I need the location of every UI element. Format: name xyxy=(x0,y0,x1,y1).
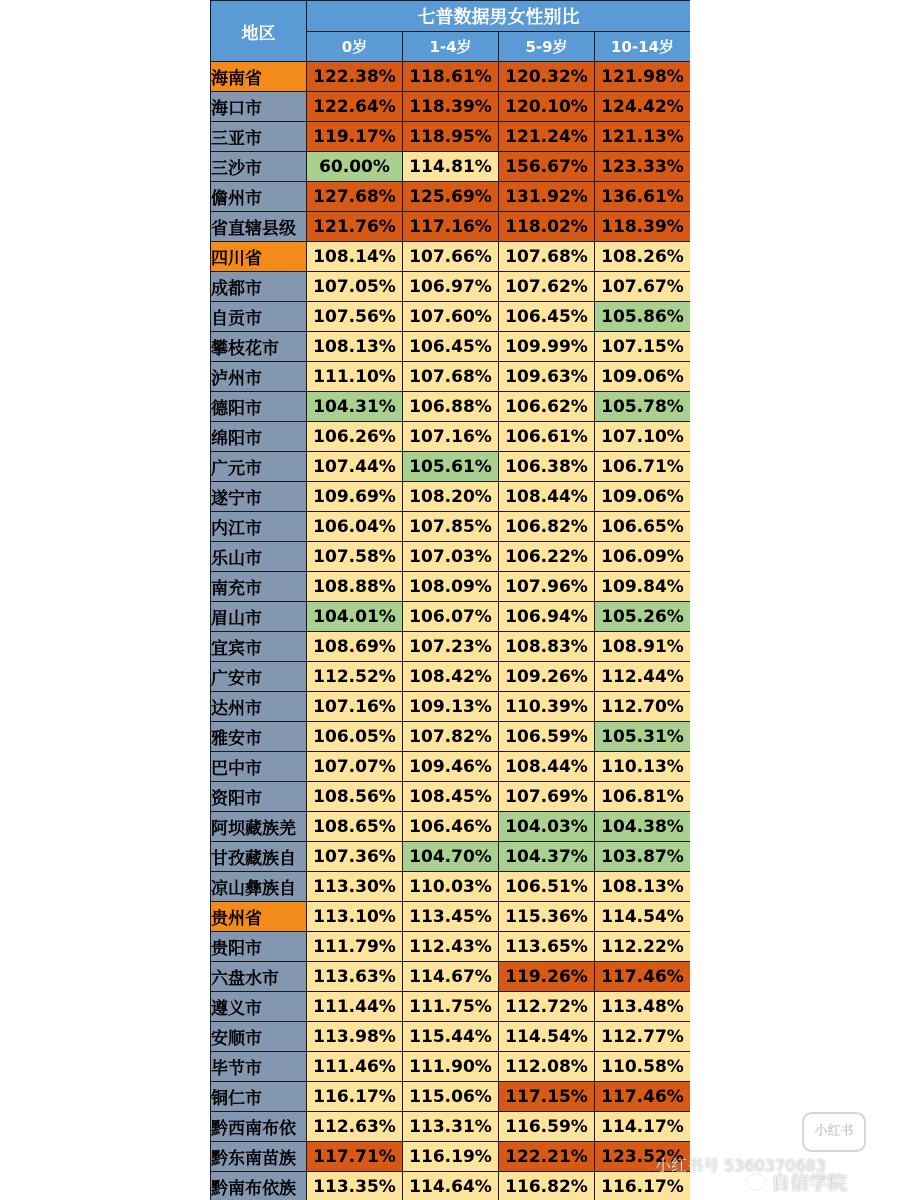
table-row xyxy=(211,842,691,872)
sex-ratio-cell[interactable]: 123.52% xyxy=(595,1142,691,1172)
sex-ratio-cell[interactable]: 117.46% xyxy=(595,1082,691,1112)
watermark-brand-label: 自信学院 xyxy=(771,1172,848,1194)
region-name-cell[interactable]: 攀枝花市 xyxy=(211,332,307,362)
region-column-header: 地区 xyxy=(211,1,307,62)
province-name-cell[interactable]: 海南省 xyxy=(211,62,307,92)
table-row xyxy=(211,302,691,332)
sex-ratio-cell[interactable]: 113.31% xyxy=(403,1112,499,1142)
sex-ratio-cell[interactable]: 124.42% xyxy=(595,92,691,122)
sex-ratio-cell[interactable]: 108.65% xyxy=(307,812,403,842)
sex-ratio-cell[interactable]: 111.10% xyxy=(307,362,403,392)
sex-ratio-cell[interactable]: 108.14% xyxy=(307,242,403,272)
sex-ratio-cell[interactable]: 114.67% xyxy=(403,962,499,992)
sex-ratio-cell[interactable]: 109.99% xyxy=(499,332,595,362)
sex-ratio-cell[interactable]: 106.81% xyxy=(595,782,691,812)
sex-ratio-cell[interactable]: 117.46% xyxy=(595,962,691,992)
sex-ratio-cell[interactable]: 108.13% xyxy=(307,332,403,362)
sex-ratio-cell[interactable]: 112.63% xyxy=(307,1112,403,1142)
sex-ratio-cell[interactable]: 111.44% xyxy=(307,992,403,1022)
sex-ratio-cell[interactable]: 106.59% xyxy=(499,722,595,752)
sex-ratio-cell[interactable]: 113.63% xyxy=(307,962,403,992)
sex-ratio-cell[interactable]: 111.75% xyxy=(403,992,499,1022)
sex-ratio-cell[interactable]: 105.86% xyxy=(595,302,691,332)
sex-ratio-cell[interactable]: 116.82% xyxy=(499,1172,595,1200)
sex-ratio-cell[interactable]: 106.45% xyxy=(403,332,499,362)
sex-ratio-cell[interactable]: 107.07% xyxy=(307,752,403,782)
sex-ratio-cell[interactable]: 136.61% xyxy=(595,182,691,212)
table-row xyxy=(211,902,691,932)
sex-ratio-cell[interactable]: 113.65% xyxy=(499,932,595,962)
sex-ratio-cell[interactable]: 123.33% xyxy=(595,152,691,182)
sex-ratio-cell[interactable]: 108.42% xyxy=(403,662,499,692)
table-row xyxy=(211,752,691,782)
table-row xyxy=(211,272,691,302)
table-row xyxy=(211,1142,691,1172)
sex-ratio-cell[interactable]: 110.03% xyxy=(403,872,499,902)
sex-ratio-cell[interactable]: 113.35% xyxy=(307,1172,403,1200)
sex-ratio-cell[interactable]: 105.61% xyxy=(403,452,499,482)
region-name-cell[interactable]: 遵义市 xyxy=(211,992,307,1022)
sex-ratio-cell[interactable]: 106.45% xyxy=(499,302,595,332)
sex-ratio-cell[interactable]: 122.38% xyxy=(307,62,403,92)
sex-ratio-cell[interactable]: 104.31% xyxy=(307,392,403,422)
sex-ratio-cell[interactable]: 131.92% xyxy=(499,182,595,212)
region-name-cell[interactable]: 甘孜藏族自 xyxy=(211,842,307,872)
sex-ratio-cell[interactable]: 109.06% xyxy=(595,362,691,392)
sex-ratio-cell[interactable]: 107.44% xyxy=(307,452,403,482)
table-row xyxy=(211,1082,691,1112)
sex-ratio-cell[interactable]: 104.03% xyxy=(499,812,595,842)
sex-ratio-cell[interactable]: 110.58% xyxy=(595,1052,691,1082)
region-name-cell[interactable]: 资阳市 xyxy=(211,782,307,812)
sex-ratio-cell[interactable]: 107.58% xyxy=(307,542,403,572)
sex-ratio-cell[interactable]: 114.64% xyxy=(403,1172,499,1200)
sex-ratio-cell[interactable]: 106.09% xyxy=(595,542,691,572)
region-name-cell[interactable]: 德阳市 xyxy=(211,392,307,422)
sex-ratio-cell[interactable]: 106.94% xyxy=(499,602,595,632)
sex-ratio-cell[interactable]: 115.44% xyxy=(403,1022,499,1052)
sex-ratio-cell[interactable]: 108.56% xyxy=(307,782,403,812)
table-row xyxy=(211,632,691,662)
sex-ratio-cell[interactable]: 106.82% xyxy=(499,512,595,542)
region-name-cell[interactable]: 铜仁市 xyxy=(211,1082,307,1112)
table-row xyxy=(211,692,691,722)
age-header-1-4: 1-4岁 xyxy=(403,32,499,62)
region-name-cell[interactable]: 达州市 xyxy=(211,692,307,722)
region-name-cell[interactable]: 凉山彝族自 xyxy=(211,872,307,902)
sex-ratio-cell[interactable]: 107.36% xyxy=(307,842,403,872)
sex-ratio-cell[interactable]: 112.22% xyxy=(595,932,691,962)
sex-ratio-cell[interactable]: 112.44% xyxy=(595,662,691,692)
region-name-cell[interactable]: 海口市 xyxy=(211,92,307,122)
sex-ratio-cell[interactable]: 112.77% xyxy=(595,1022,691,1052)
sex-ratio-cell[interactable]: 106.07% xyxy=(403,602,499,632)
age-header-10-14: 10-14岁 xyxy=(595,32,691,62)
sex-ratio-cell[interactable]: 112.52% xyxy=(307,662,403,692)
sex-ratio-cell[interactable]: 106.88% xyxy=(403,392,499,422)
sex-ratio-cell[interactable]: 104.38% xyxy=(595,812,691,842)
sex-ratio-cell[interactable]: 107.96% xyxy=(499,572,595,602)
age-header-0: 0岁 xyxy=(307,32,403,62)
table-row xyxy=(211,452,691,482)
sex-ratio-cell[interactable]: 121.76% xyxy=(307,212,403,242)
region-name-cell[interactable]: 乐山市 xyxy=(211,542,307,572)
sex-ratio-cell[interactable]: 117.71% xyxy=(307,1142,403,1172)
sex-ratio-cell[interactable]: 116.59% xyxy=(499,1112,595,1142)
sex-ratio-cell[interactable]: 111.79% xyxy=(307,932,403,962)
sex-ratio-cell[interactable]: 122.64% xyxy=(307,92,403,122)
sex-ratio-cell[interactable]: 116.19% xyxy=(403,1142,499,1172)
sex-ratio-cell[interactable]: 112.72% xyxy=(499,992,595,1022)
sex-ratio-cell[interactable]: 108.13% xyxy=(595,872,691,902)
table-row xyxy=(211,602,691,632)
sex-ratio-cell[interactable]: 108.83% xyxy=(499,632,595,662)
sex-ratio-cell[interactable]: 107.03% xyxy=(403,542,499,572)
sex-ratio-cell[interactable]: 114.17% xyxy=(595,1112,691,1142)
sex-ratio-cell[interactable]: 107.15% xyxy=(595,332,691,362)
table-row xyxy=(211,872,691,902)
table-row xyxy=(211,242,691,272)
sex-ratio-cell[interactable]: 121.98% xyxy=(595,62,691,92)
region-name-cell[interactable]: 安顺市 xyxy=(211,1022,307,1052)
table-row xyxy=(211,92,691,122)
sex-ratio-cell[interactable]: 113.48% xyxy=(595,992,691,1022)
table-row xyxy=(211,932,691,962)
sex-ratio-cell[interactable]: 118.39% xyxy=(595,212,691,242)
sex-ratio-cell[interactable]: 111.90% xyxy=(403,1052,499,1082)
sex-ratio-cell[interactable]: 107.16% xyxy=(307,692,403,722)
watermark-id-text: 小红书号 5360370683 xyxy=(655,1156,826,1175)
sex-ratio-cell[interactable]: 115.06% xyxy=(403,1082,499,1112)
table-row xyxy=(211,182,691,212)
sex-ratio-cell[interactable]: 110.13% xyxy=(595,752,691,782)
region-name-cell[interactable]: 六盘水市 xyxy=(211,962,307,992)
sex-ratio-table xyxy=(210,0,690,1200)
sex-ratio-cell[interactable]: 108.69% xyxy=(307,632,403,662)
sex-ratio-cell[interactable]: 107.05% xyxy=(307,272,403,302)
sex-ratio-cell[interactable]: 113.10% xyxy=(307,902,403,932)
sex-ratio-cell[interactable]: 107.82% xyxy=(403,722,499,752)
table-row xyxy=(211,1052,691,1082)
sex-ratio-cell[interactable]: 125.69% xyxy=(403,182,499,212)
table-row xyxy=(211,62,691,92)
sex-ratio-cell[interactable]: 108.09% xyxy=(403,572,499,602)
sex-ratio-cell[interactable]: 108.88% xyxy=(307,572,403,602)
sex-ratio-cell[interactable]: 108.44% xyxy=(499,482,595,512)
sex-ratio-cell[interactable]: 108.44% xyxy=(499,752,595,782)
table-row xyxy=(211,992,691,1022)
sex-ratio-cell[interactable]: 107.66% xyxy=(403,242,499,272)
sex-ratio-cell[interactable]: 106.97% xyxy=(403,272,499,302)
region-name-cell[interactable]: 三亚市 xyxy=(211,122,307,152)
table-row xyxy=(211,392,691,422)
table-row xyxy=(211,422,691,452)
region-name-cell[interactable]: 阿坝藏族羌 xyxy=(211,812,307,842)
sex-ratio-cell[interactable]: 107.60% xyxy=(403,302,499,332)
sex-ratio-cell[interactable]: 120.10% xyxy=(499,92,595,122)
sex-ratio-cell[interactable]: 107.56% xyxy=(307,302,403,332)
sex-ratio-cell[interactable]: 106.65% xyxy=(595,512,691,542)
sex-ratio-cell[interactable]: 106.62% xyxy=(499,392,595,422)
sex-ratio-cell[interactable]: 116.17% xyxy=(307,1082,403,1112)
region-name-cell[interactable]: 黔南布依族 xyxy=(211,1172,307,1200)
region-name-cell[interactable]: 南充市 xyxy=(211,572,307,602)
region-name-cell[interactable]: 巴中市 xyxy=(211,752,307,782)
sex-ratio-cell[interactable]: 112.43% xyxy=(403,932,499,962)
sex-ratio-cell[interactable]: 106.38% xyxy=(499,452,595,482)
sex-ratio-cell[interactable]: 105.78% xyxy=(595,392,691,422)
weibo-icon xyxy=(745,1173,767,1191)
sex-ratio-cell[interactable]: 113.98% xyxy=(307,1022,403,1052)
table-row xyxy=(211,542,691,572)
watermark-brand xyxy=(745,1168,847,1195)
sex-ratio-cell[interactable]: 127.68% xyxy=(307,182,403,212)
sex-ratio-cell[interactable]: 107.68% xyxy=(499,242,595,272)
sex-ratio-cell[interactable]: 119.17% xyxy=(307,122,403,152)
table-row xyxy=(211,362,691,392)
sex-ratio-cell[interactable]: 106.46% xyxy=(403,812,499,842)
region-name-cell[interactable]: 广元市 xyxy=(211,452,307,482)
region-name-cell[interactable]: 贵阳市 xyxy=(211,932,307,962)
sex-ratio-cell[interactable]: 114.81% xyxy=(403,152,499,182)
region-name-cell[interactable]: 成都市 xyxy=(211,272,307,302)
table-row xyxy=(211,812,691,842)
sex-ratio-cell[interactable]: 107.23% xyxy=(403,632,499,662)
sex-ratio-cell[interactable]: 106.71% xyxy=(595,452,691,482)
region-name-cell[interactable]: 毕节市 xyxy=(211,1052,307,1082)
sex-ratio-cell[interactable]: 109.63% xyxy=(499,362,595,392)
region-name-cell[interactable]: 宜宾市 xyxy=(211,632,307,662)
sex-ratio-cell[interactable]: 108.26% xyxy=(595,242,691,272)
sex-ratio-cell[interactable]: 107.69% xyxy=(499,782,595,812)
spreadsheet-area xyxy=(210,0,690,1200)
sex-ratio-cell[interactable]: 106.04% xyxy=(307,512,403,542)
table-row xyxy=(211,722,691,752)
table-row xyxy=(211,1172,691,1200)
sex-ratio-cell[interactable]: 117.16% xyxy=(403,212,499,242)
sex-ratio-cell[interactable]: 105.31% xyxy=(595,722,691,752)
province-name-cell[interactable]: 四川省 xyxy=(211,242,307,272)
sex-ratio-cell[interactable]: 111.46% xyxy=(307,1052,403,1082)
sex-ratio-cell[interactable]: 119.26% xyxy=(499,962,595,992)
sex-ratio-cell[interactable]: 107.10% xyxy=(595,422,691,452)
region-name-cell[interactable]: 儋州市 xyxy=(211,182,307,212)
table-row xyxy=(211,512,691,542)
sex-ratio-cell[interactable]: 156.67% xyxy=(499,152,595,182)
sex-ratio-cell[interactable]: 112.08% xyxy=(499,1052,595,1082)
sex-ratio-cell[interactable]: 110.39% xyxy=(499,692,595,722)
sex-ratio-cell[interactable]: 104.70% xyxy=(403,842,499,872)
sex-ratio-cell[interactable]: 118.61% xyxy=(403,62,499,92)
sex-ratio-cell[interactable]: 118.39% xyxy=(403,92,499,122)
sex-ratio-cell[interactable]: 105.26% xyxy=(595,602,691,632)
region-name-cell[interactable]: 黔西南布依 xyxy=(211,1112,307,1142)
table-row xyxy=(211,662,691,692)
sex-ratio-cell[interactable]: 114.54% xyxy=(499,1022,595,1052)
region-name-cell[interactable]: 广安市 xyxy=(211,662,307,692)
table-row xyxy=(211,482,691,512)
sex-ratio-cell[interactable]: 121.24% xyxy=(499,122,595,152)
sex-ratio-cell[interactable]: 106.26% xyxy=(307,422,403,452)
sex-ratio-cell[interactable]: 107.85% xyxy=(403,512,499,542)
sex-ratio-cell[interactable]: 104.01% xyxy=(307,602,403,632)
sex-ratio-cell[interactable]: 106.05% xyxy=(307,722,403,752)
sex-ratio-cell[interactable]: 108.20% xyxy=(403,482,499,512)
sex-ratio-cell[interactable]: 122.21% xyxy=(499,1142,595,1172)
sex-ratio-cell[interactable]: 113.45% xyxy=(403,902,499,932)
sex-ratio-cell[interactable]: 109.06% xyxy=(595,482,691,512)
table-row xyxy=(211,962,691,992)
sex-ratio-cell[interactable]: 112.70% xyxy=(595,692,691,722)
sex-ratio-cell[interactable]: 115.36% xyxy=(499,902,595,932)
sex-ratio-cell[interactable]: 103.87% xyxy=(595,842,691,872)
table-row xyxy=(211,212,691,242)
region-name-cell[interactable]: 内江市 xyxy=(211,512,307,542)
sex-ratio-cell[interactable]: 109.13% xyxy=(403,692,499,722)
sex-ratio-cell[interactable]: 121.13% xyxy=(595,122,691,152)
sex-ratio-cell[interactable]: 118.95% xyxy=(403,122,499,152)
sex-ratio-cell[interactable]: 109.46% xyxy=(403,752,499,782)
sex-ratio-cell[interactable]: 109.69% xyxy=(307,482,403,512)
sex-ratio-cell[interactable]: 113.30% xyxy=(307,872,403,902)
region-name-cell[interactable]: 自贡市 xyxy=(211,302,307,332)
region-name-cell[interactable]: 雅安市 xyxy=(211,722,307,752)
region-name-cell[interactable]: 三沙市 xyxy=(211,152,307,182)
table-row xyxy=(211,572,691,602)
sex-ratio-cell[interactable]: 116.17% xyxy=(595,1172,691,1200)
sex-ratio-cell[interactable]: 106.51% xyxy=(499,872,595,902)
region-name-cell[interactable]: 绵阳市 xyxy=(211,422,307,452)
table-row xyxy=(211,1022,691,1052)
sex-ratio-cell[interactable]: 104.37% xyxy=(499,842,595,872)
region-name-cell[interactable]: 眉山市 xyxy=(211,602,307,632)
sex-ratio-cell[interactable]: 107.67% xyxy=(595,272,691,302)
region-name-cell[interactable]: 黔东南苗族 xyxy=(211,1142,307,1172)
sex-ratio-cell[interactable]: 107.62% xyxy=(499,272,595,302)
age-header-5-9: 5-9岁 xyxy=(499,32,595,62)
sex-ratio-cell[interactable]: 106.22% xyxy=(499,542,595,572)
table-row xyxy=(211,1112,691,1142)
table-body xyxy=(211,62,691,1200)
sex-ratio-cell[interactable]: 109.26% xyxy=(499,662,595,692)
sex-ratio-cell[interactable]: 120.32% xyxy=(499,62,595,92)
sex-ratio-cell[interactable]: 108.45% xyxy=(403,782,499,812)
xiaohongshu-logo-badge: 小红书 xyxy=(802,1112,866,1152)
table-title: 七普数据男女性别比 xyxy=(307,1,691,32)
table-row xyxy=(211,782,691,812)
table-row xyxy=(211,152,691,182)
region-name-cell[interactable]: 泸州市 xyxy=(211,362,307,392)
table-row xyxy=(211,122,691,152)
sex-ratio-cell[interactable]: 118.02% xyxy=(499,212,595,242)
region-name-cell[interactable]: 遂宁市 xyxy=(211,482,307,512)
sex-ratio-cell[interactable]: 114.54% xyxy=(595,902,691,932)
sex-ratio-cell[interactable]: 107.68% xyxy=(403,362,499,392)
province-name-cell[interactable]: 贵州省 xyxy=(211,902,307,932)
region-name-cell[interactable]: 省直辖县级 xyxy=(211,212,307,242)
table-row xyxy=(211,332,691,362)
sex-ratio-cell[interactable]: 108.91% xyxy=(595,632,691,662)
sex-ratio-cell[interactable]: 106.61% xyxy=(499,422,595,452)
sex-ratio-cell[interactable]: 117.15% xyxy=(499,1082,595,1112)
sex-ratio-cell[interactable]: 60.00% xyxy=(307,152,403,182)
sex-ratio-cell[interactable]: 107.16% xyxy=(403,422,499,452)
sex-ratio-cell[interactable]: 109.84% xyxy=(595,572,691,602)
